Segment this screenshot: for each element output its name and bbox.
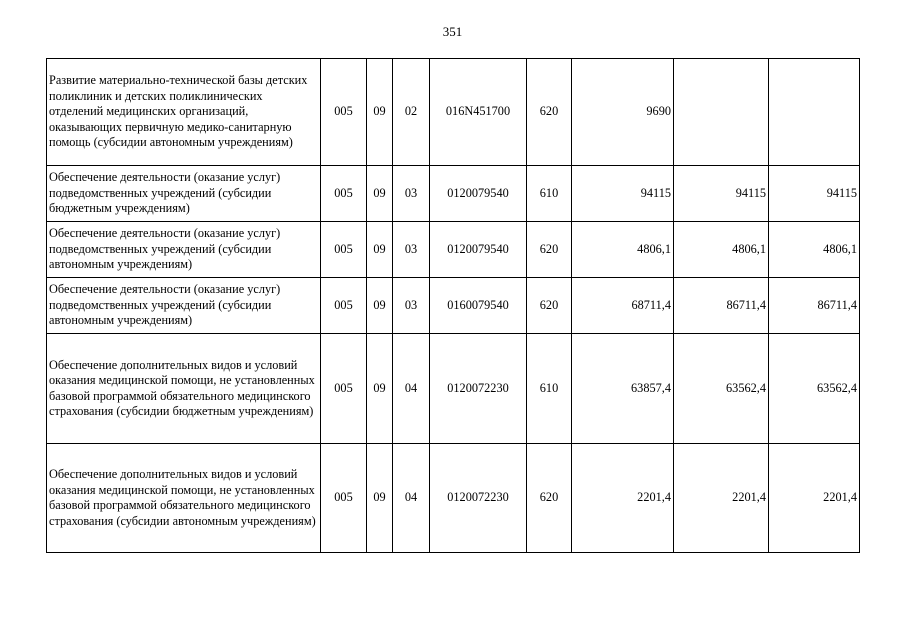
rz-cell: 09 xyxy=(367,278,393,334)
sum1-cell: 63857,4 xyxy=(572,334,674,444)
sum3-cell: 94115 xyxy=(769,166,860,222)
csr-cell: 0120072230 xyxy=(430,334,527,444)
pr-cell: 03 xyxy=(393,278,430,334)
row-name-cell: Обеспечение деятельности (оказание услуг) подведомственных учреждений (субсидии автономным учреждениям) xyxy=(47,222,321,278)
csr-cell: 0120072230 xyxy=(430,444,527,553)
vr-cell: 620 xyxy=(527,222,572,278)
csr-cell: 016N451700 xyxy=(430,59,527,166)
vr-cell: 620 xyxy=(527,278,572,334)
sum1-cell: 9690 xyxy=(572,59,674,166)
table-row xyxy=(47,59,860,166)
pr-cell: 04 xyxy=(393,444,430,553)
csr-cell: 0120079540 xyxy=(430,222,527,278)
sum2-cell: 94115 xyxy=(674,166,769,222)
pr-cell: 03 xyxy=(393,222,430,278)
table-row xyxy=(47,222,860,278)
sum1-cell: 94115 xyxy=(572,166,674,222)
ved-cell: 005 xyxy=(321,222,367,278)
sum3-cell: 86711,4 xyxy=(769,278,860,334)
row-name-cell: Обеспечение деятельности (оказание услуг) подведомственных учреждений (субсидии бюджетным учреждениям) xyxy=(47,166,321,222)
table-row xyxy=(47,166,860,222)
rz-cell: 09 xyxy=(367,444,393,553)
sum2-cell: 2201,4 xyxy=(674,444,769,553)
vr-cell: 620 xyxy=(527,59,572,166)
ved-cell: 005 xyxy=(321,59,367,166)
sum3-cell: 63562,4 xyxy=(769,334,860,444)
sum1-cell: 4806,1 xyxy=(572,222,674,278)
sum2-cell xyxy=(674,59,769,166)
sum3-cell: 4806,1 xyxy=(769,222,860,278)
ved-cell: 005 xyxy=(321,166,367,222)
pr-cell: 04 xyxy=(393,334,430,444)
vr-cell: 610 xyxy=(527,166,572,222)
rz-cell: 09 xyxy=(367,222,393,278)
table-row xyxy=(47,278,860,334)
row-name-cell: Развитие материально-технической базы детских поликлиник и детских поликлинических отделений медицинских организаций, оказывающих первичную медико-санитарную помощь (субсидии автономным учреждениям) xyxy=(47,59,321,166)
pr-cell: 03 xyxy=(393,166,430,222)
ved-cell: 005 xyxy=(321,278,367,334)
vr-cell: 620 xyxy=(527,444,572,553)
rz-cell: 09 xyxy=(367,334,393,444)
sum1-cell: 2201,4 xyxy=(572,444,674,553)
table-row xyxy=(47,334,860,444)
ved-cell: 005 xyxy=(321,334,367,444)
rz-cell: 09 xyxy=(367,59,393,166)
ved-cell: 005 xyxy=(321,444,367,553)
sum2-cell: 86711,4 xyxy=(674,278,769,334)
page-number: 351 xyxy=(442,24,463,39)
sum2-cell: 4806,1 xyxy=(674,222,769,278)
vr-cell: 610 xyxy=(527,334,572,444)
sum3-cell xyxy=(769,59,860,166)
row-name-cell: Обеспечение деятельности (оказание услуг) подведомственных учреждений (субсидии автономным учреждениям) xyxy=(47,278,321,334)
csr-cell: 0160079540 xyxy=(430,278,527,334)
table-row xyxy=(47,444,860,553)
row-name-cell: Обеспечение дополнительных видов и условий оказания медицинской помощи, не установленных базовой программой обязательного медицинского страхования (субсидии бюджетным учреждениям) xyxy=(47,334,321,444)
sum2-cell: 63562,4 xyxy=(674,334,769,444)
row-name-cell: Обеспечение дополнительных видов и условий оказания медицинской помощи, не установленных базовой программой обязательного медицинского страхования (субсидии автономным учреждениям) xyxy=(47,444,321,553)
budget-table xyxy=(46,58,860,553)
sum3-cell: 2201,4 xyxy=(769,444,860,553)
rz-cell: 09 xyxy=(367,166,393,222)
sum1-cell: 68711,4 xyxy=(572,278,674,334)
csr-cell: 0120079540 xyxy=(430,166,527,222)
pr-cell: 02 xyxy=(393,59,430,166)
